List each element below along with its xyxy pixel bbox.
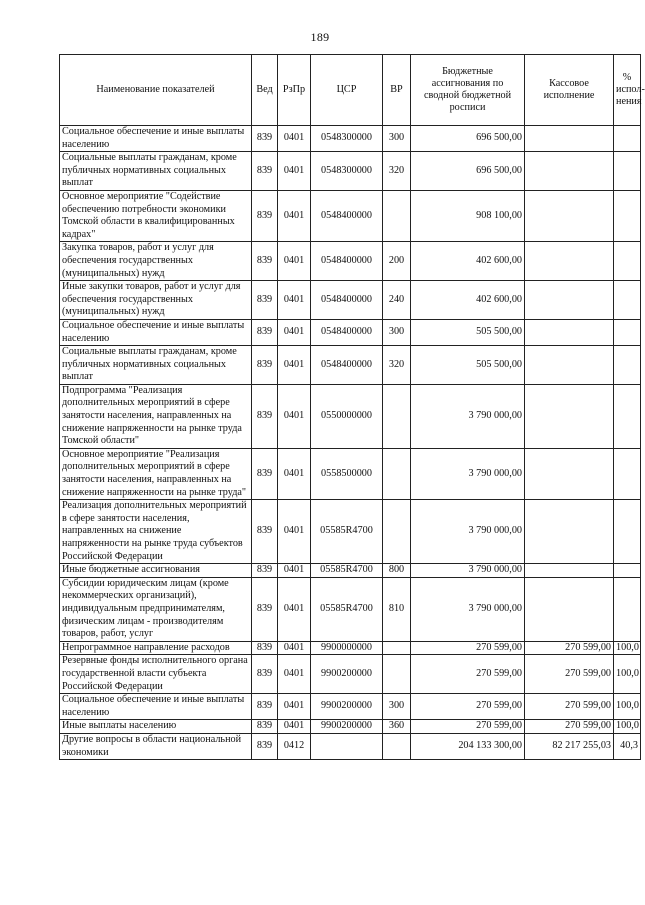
cell-rzpr: 0401 bbox=[278, 319, 311, 345]
table-row bbox=[60, 281, 641, 320]
cell-csr: 0548400000 bbox=[311, 281, 383, 320]
table-row bbox=[60, 242, 641, 281]
cell-percent: 100,0 bbox=[614, 720, 641, 734]
cell-vr: 200 bbox=[383, 242, 411, 281]
cell-csr: 9900200000 bbox=[311, 720, 383, 734]
cell-rzpr: 0401 bbox=[278, 655, 311, 694]
cell-rzpr: 0401 bbox=[278, 152, 311, 191]
cell-name: Субсидии юридическим лицам (кроме некоммерческих организаций), индивидуальным предпринимателям, физическим лицам - производителям товаров, работ, услуг bbox=[60, 577, 252, 641]
cell-cash bbox=[525, 564, 614, 578]
cell-percent bbox=[614, 152, 641, 191]
cell-csr: 0548300000 bbox=[311, 126, 383, 152]
table-row bbox=[60, 733, 641, 759]
cell-cash: 270 599,00 bbox=[525, 720, 614, 734]
table-row bbox=[60, 319, 641, 345]
cell-budget: 3 790 000,00 bbox=[411, 500, 525, 564]
cell-vr bbox=[383, 733, 411, 759]
cell-csr: 0550000000 bbox=[311, 384, 383, 448]
table-row bbox=[60, 577, 641, 641]
cell-budget: 3 790 000,00 bbox=[411, 564, 525, 578]
cell-budget: 270 599,00 bbox=[411, 694, 525, 720]
cell-rzpr: 0401 bbox=[278, 242, 311, 281]
header-budget: Бюджетные ассигнования по сводной бюджетной росписи bbox=[411, 55, 525, 126]
cell-csr: 05585R4700 bbox=[311, 500, 383, 564]
cell-cash bbox=[525, 242, 614, 281]
table-row bbox=[60, 384, 641, 448]
cell-cash: 270 599,00 bbox=[525, 641, 614, 655]
cell-budget: 402 600,00 bbox=[411, 281, 525, 320]
cell-cash bbox=[525, 281, 614, 320]
cell-ved: 839 bbox=[252, 281, 278, 320]
cell-cash bbox=[525, 577, 614, 641]
cell-ved: 839 bbox=[252, 242, 278, 281]
cell-name: Социальные выплаты гражданам, кроме публичных нормативных социальных выплат bbox=[60, 152, 252, 191]
table-row bbox=[60, 564, 641, 578]
page-number: 189 bbox=[310, 30, 330, 44]
header-percent: % испол-нения bbox=[614, 55, 641, 126]
cell-name: Основное мероприятие "Содействие обеспечению потребности экономики Томской области в квалифицированных кадрах" bbox=[60, 190, 252, 241]
cell-csr: 0558500000 bbox=[311, 448, 383, 499]
table-row bbox=[60, 346, 641, 385]
header-cash: Кассовое исполнение bbox=[525, 55, 614, 126]
cell-cash bbox=[525, 500, 614, 564]
cell-csr: 9900200000 bbox=[311, 694, 383, 720]
header-csr: ЦСР bbox=[311, 55, 383, 126]
cell-vr: 800 bbox=[383, 564, 411, 578]
cell-vr: 240 bbox=[383, 281, 411, 320]
cell-percent bbox=[614, 577, 641, 641]
cell-csr: 0548400000 bbox=[311, 190, 383, 241]
cell-ved: 839 bbox=[252, 733, 278, 759]
cell-name: Закупка товаров, работ и услуг для обеспечения государственных (муниципальных) нужд bbox=[60, 242, 252, 281]
cell-ved: 839 bbox=[252, 448, 278, 499]
cell-rzpr: 0401 bbox=[278, 500, 311, 564]
cell-rzpr: 0401 bbox=[278, 346, 311, 385]
cell-percent: 100,0 bbox=[614, 641, 641, 655]
cell-percent: 40,3 bbox=[614, 733, 641, 759]
cell-ved: 839 bbox=[252, 720, 278, 734]
cell-cash: 270 599,00 bbox=[525, 694, 614, 720]
cell-percent bbox=[614, 319, 641, 345]
table-row bbox=[60, 448, 641, 499]
cell-budget: 3 790 000,00 bbox=[411, 577, 525, 641]
cell-name: Иные закупки товаров, работ и услуг для обеспечения государственных (муниципальных) нужд bbox=[60, 281, 252, 320]
cell-rzpr: 0401 bbox=[278, 694, 311, 720]
cell-ved: 839 bbox=[252, 126, 278, 152]
cell-csr: 9900000000 bbox=[311, 641, 383, 655]
cell-rzpr: 0401 bbox=[278, 577, 311, 641]
cell-budget: 270 599,00 bbox=[411, 655, 525, 694]
cell-rzpr: 0401 bbox=[278, 448, 311, 499]
cell-name: Иные выплаты населению bbox=[60, 720, 252, 734]
budget-table bbox=[59, 54, 645, 760]
cell-rzpr: 0401 bbox=[278, 720, 311, 734]
cell-cash bbox=[525, 384, 614, 448]
cell-ved: 839 bbox=[252, 564, 278, 578]
table-row bbox=[60, 720, 641, 734]
cell-name: Резервные фонды исполнительного органа государственной власти субъекта Российской Федерации bbox=[60, 655, 252, 694]
header-vr: ВР bbox=[383, 55, 411, 126]
cell-percent bbox=[614, 346, 641, 385]
cell-ved: 839 bbox=[252, 319, 278, 345]
cell-budget: 270 599,00 bbox=[411, 720, 525, 734]
cell-vr bbox=[383, 448, 411, 499]
cell-name: Социальные выплаты гражданам, кроме публичных нормативных социальных выплат bbox=[60, 346, 252, 385]
cell-cash bbox=[525, 346, 614, 385]
cell-rzpr: 0401 bbox=[278, 281, 311, 320]
cell-csr: 05585R4700 bbox=[311, 577, 383, 641]
cell-percent bbox=[614, 281, 641, 320]
header-rzpr: РзПр bbox=[278, 55, 311, 126]
cell-percent bbox=[614, 500, 641, 564]
cell-csr: 0548300000 bbox=[311, 152, 383, 191]
cell-name: Основное мероприятие "Реализация дополнительных мероприятий в сфере занятости населения, направленных на снижение напряженности на рынке труда" bbox=[60, 448, 252, 499]
cell-csr: 0548400000 bbox=[311, 346, 383, 385]
cell-ved: 839 bbox=[252, 694, 278, 720]
table-row bbox=[60, 126, 641, 152]
cell-ved: 839 bbox=[252, 152, 278, 191]
cell-budget: 270 599,00 bbox=[411, 641, 525, 655]
cell-budget: 402 600,00 bbox=[411, 242, 525, 281]
header-row bbox=[60, 55, 641, 126]
cell-cash bbox=[525, 126, 614, 152]
cell-budget: 908 100,00 bbox=[411, 190, 525, 241]
cell-vr bbox=[383, 500, 411, 564]
cell-budget: 204 133 300,00 bbox=[411, 733, 525, 759]
cell-rzpr: 0401 bbox=[278, 126, 311, 152]
cell-ved: 839 bbox=[252, 346, 278, 385]
cell-name: Реализация дополнительных мероприятий в сфере занятости населения, направленных на снижение напряженности на рынке труда субъектов Российской Федерации bbox=[60, 500, 252, 564]
cell-rzpr: 0401 bbox=[278, 641, 311, 655]
cell-cash bbox=[525, 448, 614, 499]
cell-vr: 300 bbox=[383, 126, 411, 152]
cell-ved: 839 bbox=[252, 655, 278, 694]
table-row bbox=[60, 655, 641, 694]
cell-vr: 320 bbox=[383, 152, 411, 191]
cell-csr bbox=[311, 733, 383, 759]
cell-budget: 696 500,00 bbox=[411, 126, 525, 152]
cell-percent bbox=[614, 384, 641, 448]
cell-percent bbox=[614, 242, 641, 281]
table-row bbox=[60, 152, 641, 191]
table-row bbox=[60, 694, 641, 720]
cell-vr: 810 bbox=[383, 577, 411, 641]
cell-vr: 360 bbox=[383, 720, 411, 734]
cell-csr: 05585R4700 bbox=[311, 564, 383, 578]
cell-cash bbox=[525, 190, 614, 241]
cell-budget: 505 500,00 bbox=[411, 319, 525, 345]
cell-name: Социальное обеспечение и иные выплаты населению bbox=[60, 126, 252, 152]
cell-budget: 505 500,00 bbox=[411, 346, 525, 385]
cell-rzpr: 0401 bbox=[278, 564, 311, 578]
cell-cash bbox=[525, 319, 614, 345]
cell-ved: 839 bbox=[252, 190, 278, 241]
cell-ved: 839 bbox=[252, 500, 278, 564]
cell-vr bbox=[383, 641, 411, 655]
cell-name: Подпрограмма "Реализация дополнительных мероприятий в сфере занятости населения, направленных на снижение напряженности на рынке труда Томской области" bbox=[60, 384, 252, 448]
cell-ved: 839 bbox=[252, 641, 278, 655]
cell-vr: 300 bbox=[383, 694, 411, 720]
cell-rzpr: 0412 bbox=[278, 733, 311, 759]
cell-name: Социальное обеспечение и иные выплаты населению bbox=[60, 694, 252, 720]
header-name: Наименование показателей bbox=[60, 55, 252, 126]
cell-name: Непрограммное направление расходов bbox=[60, 641, 252, 655]
cell-percent bbox=[614, 126, 641, 152]
cell-vr bbox=[383, 384, 411, 448]
cell-cash: 82 217 255,03 bbox=[525, 733, 614, 759]
cell-vr bbox=[383, 655, 411, 694]
cell-budget: 3 790 000,00 bbox=[411, 448, 525, 499]
header-ved: Вед bbox=[252, 55, 278, 126]
cell-csr: 9900200000 bbox=[311, 655, 383, 694]
cell-rzpr: 0401 bbox=[278, 190, 311, 241]
cell-csr: 0548400000 bbox=[311, 319, 383, 345]
cell-vr: 320 bbox=[383, 346, 411, 385]
cell-budget: 696 500,00 bbox=[411, 152, 525, 191]
cell-percent bbox=[614, 448, 641, 499]
cell-name: Другие вопросы в области национальной экономики bbox=[60, 733, 252, 759]
cell-ved: 839 bbox=[252, 384, 278, 448]
cell-percent bbox=[614, 564, 641, 578]
cell-csr: 0548400000 bbox=[311, 242, 383, 281]
table-row bbox=[60, 190, 641, 241]
cell-cash bbox=[525, 152, 614, 191]
cell-vr: 300 bbox=[383, 319, 411, 345]
cell-ved: 839 bbox=[252, 577, 278, 641]
table-row bbox=[60, 641, 641, 655]
cell-percent: 100,0 bbox=[614, 694, 641, 720]
cell-name: Иные бюджетные ассигнования bbox=[60, 564, 252, 578]
cell-percent bbox=[614, 190, 641, 241]
cell-name: Социальное обеспечение и иные выплаты населению bbox=[60, 319, 252, 345]
cell-vr bbox=[383, 190, 411, 241]
cell-budget: 3 790 000,00 bbox=[411, 384, 525, 448]
cell-percent: 100,0 bbox=[614, 655, 641, 694]
table-row bbox=[60, 500, 641, 564]
cell-cash: 270 599,00 bbox=[525, 655, 614, 694]
cell-rzpr: 0401 bbox=[278, 384, 311, 448]
